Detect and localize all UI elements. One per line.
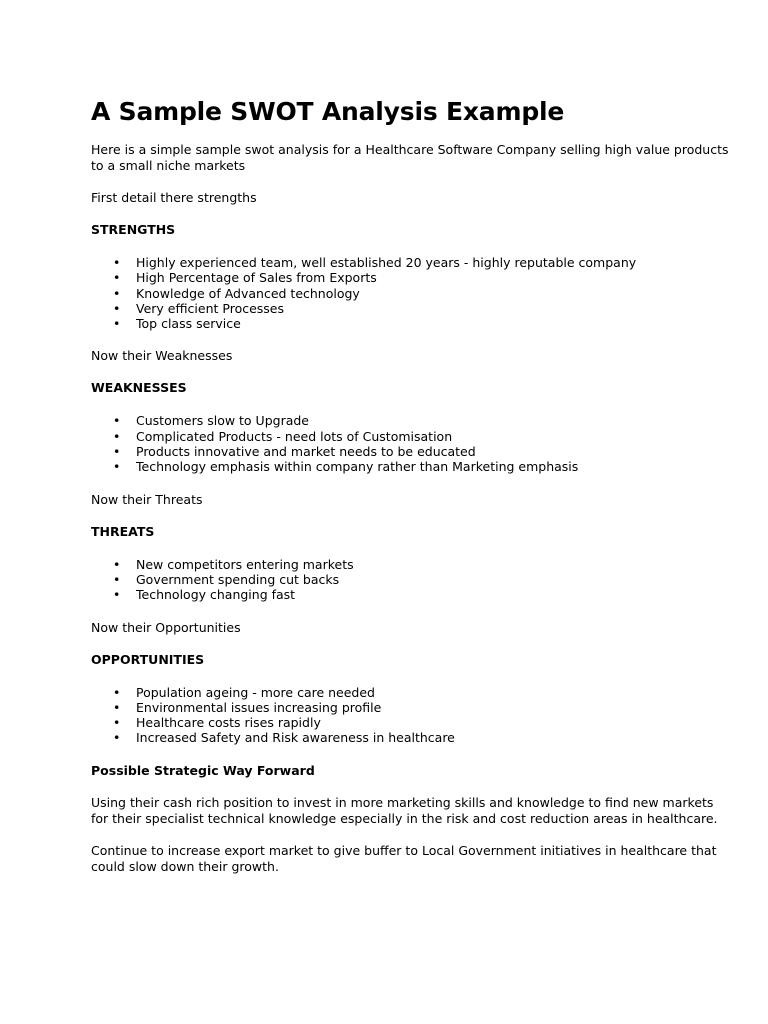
list-item <box>91 301 731 316</box>
intro-paragraph: Here is a simple sample swot analysis for a Healthcare Software Company selling high value products to a small niche markets <box>91 142 729 173</box>
list-item <box>91 700 731 715</box>
strategy-paragraph: Continue to increase export market to give buffer to Local Government initiatives in healthcare that could slow down their growth. <box>91 842 717 874</box>
list-item-text: Government spending cut backs <box>136 571 340 587</box>
list-item <box>91 685 731 700</box>
list-item-text: Population ageing - more care needed <box>136 684 375 700</box>
document-page <box>91 96 731 875</box>
list-item-text: Customers slow to Upgrade <box>136 413 309 429</box>
bullet-icon: • <box>113 300 121 316</box>
list-item <box>91 715 731 730</box>
list-item-text: Technology changing fast <box>136 587 296 603</box>
bullet-icon: • <box>113 270 121 286</box>
list-item-text: Complicated Products - need lots of Customisation <box>136 428 453 444</box>
list-item <box>91 557 731 572</box>
bullet-icon: • <box>113 459 121 475</box>
list-item-text: New competitors entering markets <box>136 556 354 572</box>
list-item <box>91 255 731 270</box>
strengths-list <box>91 255 731 331</box>
list-item-text: Products innovative and market needs to be educated <box>136 444 476 460</box>
page-title: A Sample SWOT Analysis Example <box>91 97 565 126</box>
list-item-text: Healthcare costs rises rapidly <box>136 715 321 731</box>
list-item-text: Environmental issues increasing profile <box>136 699 382 715</box>
threats-lead: Now their Threats <box>91 491 203 507</box>
threats-heading: THREATS <box>91 523 155 539</box>
bullet-icon: • <box>113 316 121 332</box>
bullet-icon: • <box>113 255 121 270</box>
list-item-text: Increased Safety and Risk awareness in healthcare <box>136 730 455 746</box>
opportunities-heading: OPPORTUNITIES <box>91 651 205 667</box>
bullet-icon: • <box>113 285 121 301</box>
list-item-text: Very efficient Processes <box>136 300 285 316</box>
bullet-icon: • <box>113 556 121 572</box>
list-item <box>91 413 731 428</box>
bullet-icon: • <box>113 684 121 700</box>
list-item-text: High Percentage of Sales from Exports <box>136 270 377 286</box>
weaknesses-lead: Now their Weaknesses <box>91 348 233 364</box>
weaknesses-heading: WEAKNESSES <box>91 380 187 396</box>
strengths-lead: First detail there strengths <box>91 190 257 205</box>
list-item <box>91 587 731 602</box>
opportunities-lead: Now their Opportunities <box>91 619 241 635</box>
threats-list <box>91 557 731 603</box>
list-item-text: Technology emphasis within company rather than Marketing emphasis <box>136 459 579 475</box>
list-item <box>91 286 731 301</box>
bullet-icon: • <box>113 444 121 460</box>
list-item <box>91 429 731 444</box>
strengths-heading: STRENGTHS <box>91 222 176 237</box>
bullet-icon: • <box>113 730 121 746</box>
list-item <box>91 730 731 745</box>
bullet-icon: • <box>113 428 121 444</box>
opportunities-list <box>91 685 731 746</box>
bullet-icon: • <box>113 571 121 587</box>
list-item <box>91 459 731 474</box>
list-item <box>91 444 731 459</box>
list-item-text: Knowledge of Advanced technology <box>136 285 360 301</box>
list-item-text: Highly experienced team, well established 20 years - highly reputable company <box>136 255 637 270</box>
bullet-icon: • <box>113 715 121 731</box>
list-item-text: Top class service <box>136 316 241 332</box>
bullet-icon: • <box>113 699 121 715</box>
list-item <box>91 572 731 587</box>
weaknesses-list <box>91 413 731 474</box>
strategy-paragraph: Using their cash rich position to invest in more marketing skills and knowledge to find new markets for their specialist technical knowledge especially in the risk and cost reduction areas in healthcare. <box>91 794 718 826</box>
bullet-icon: • <box>113 413 121 429</box>
list-item <box>91 316 731 331</box>
bullet-icon: • <box>113 587 121 603</box>
list-item <box>91 270 731 285</box>
strategy-heading: Possible Strategic Way Forward <box>91 762 315 778</box>
